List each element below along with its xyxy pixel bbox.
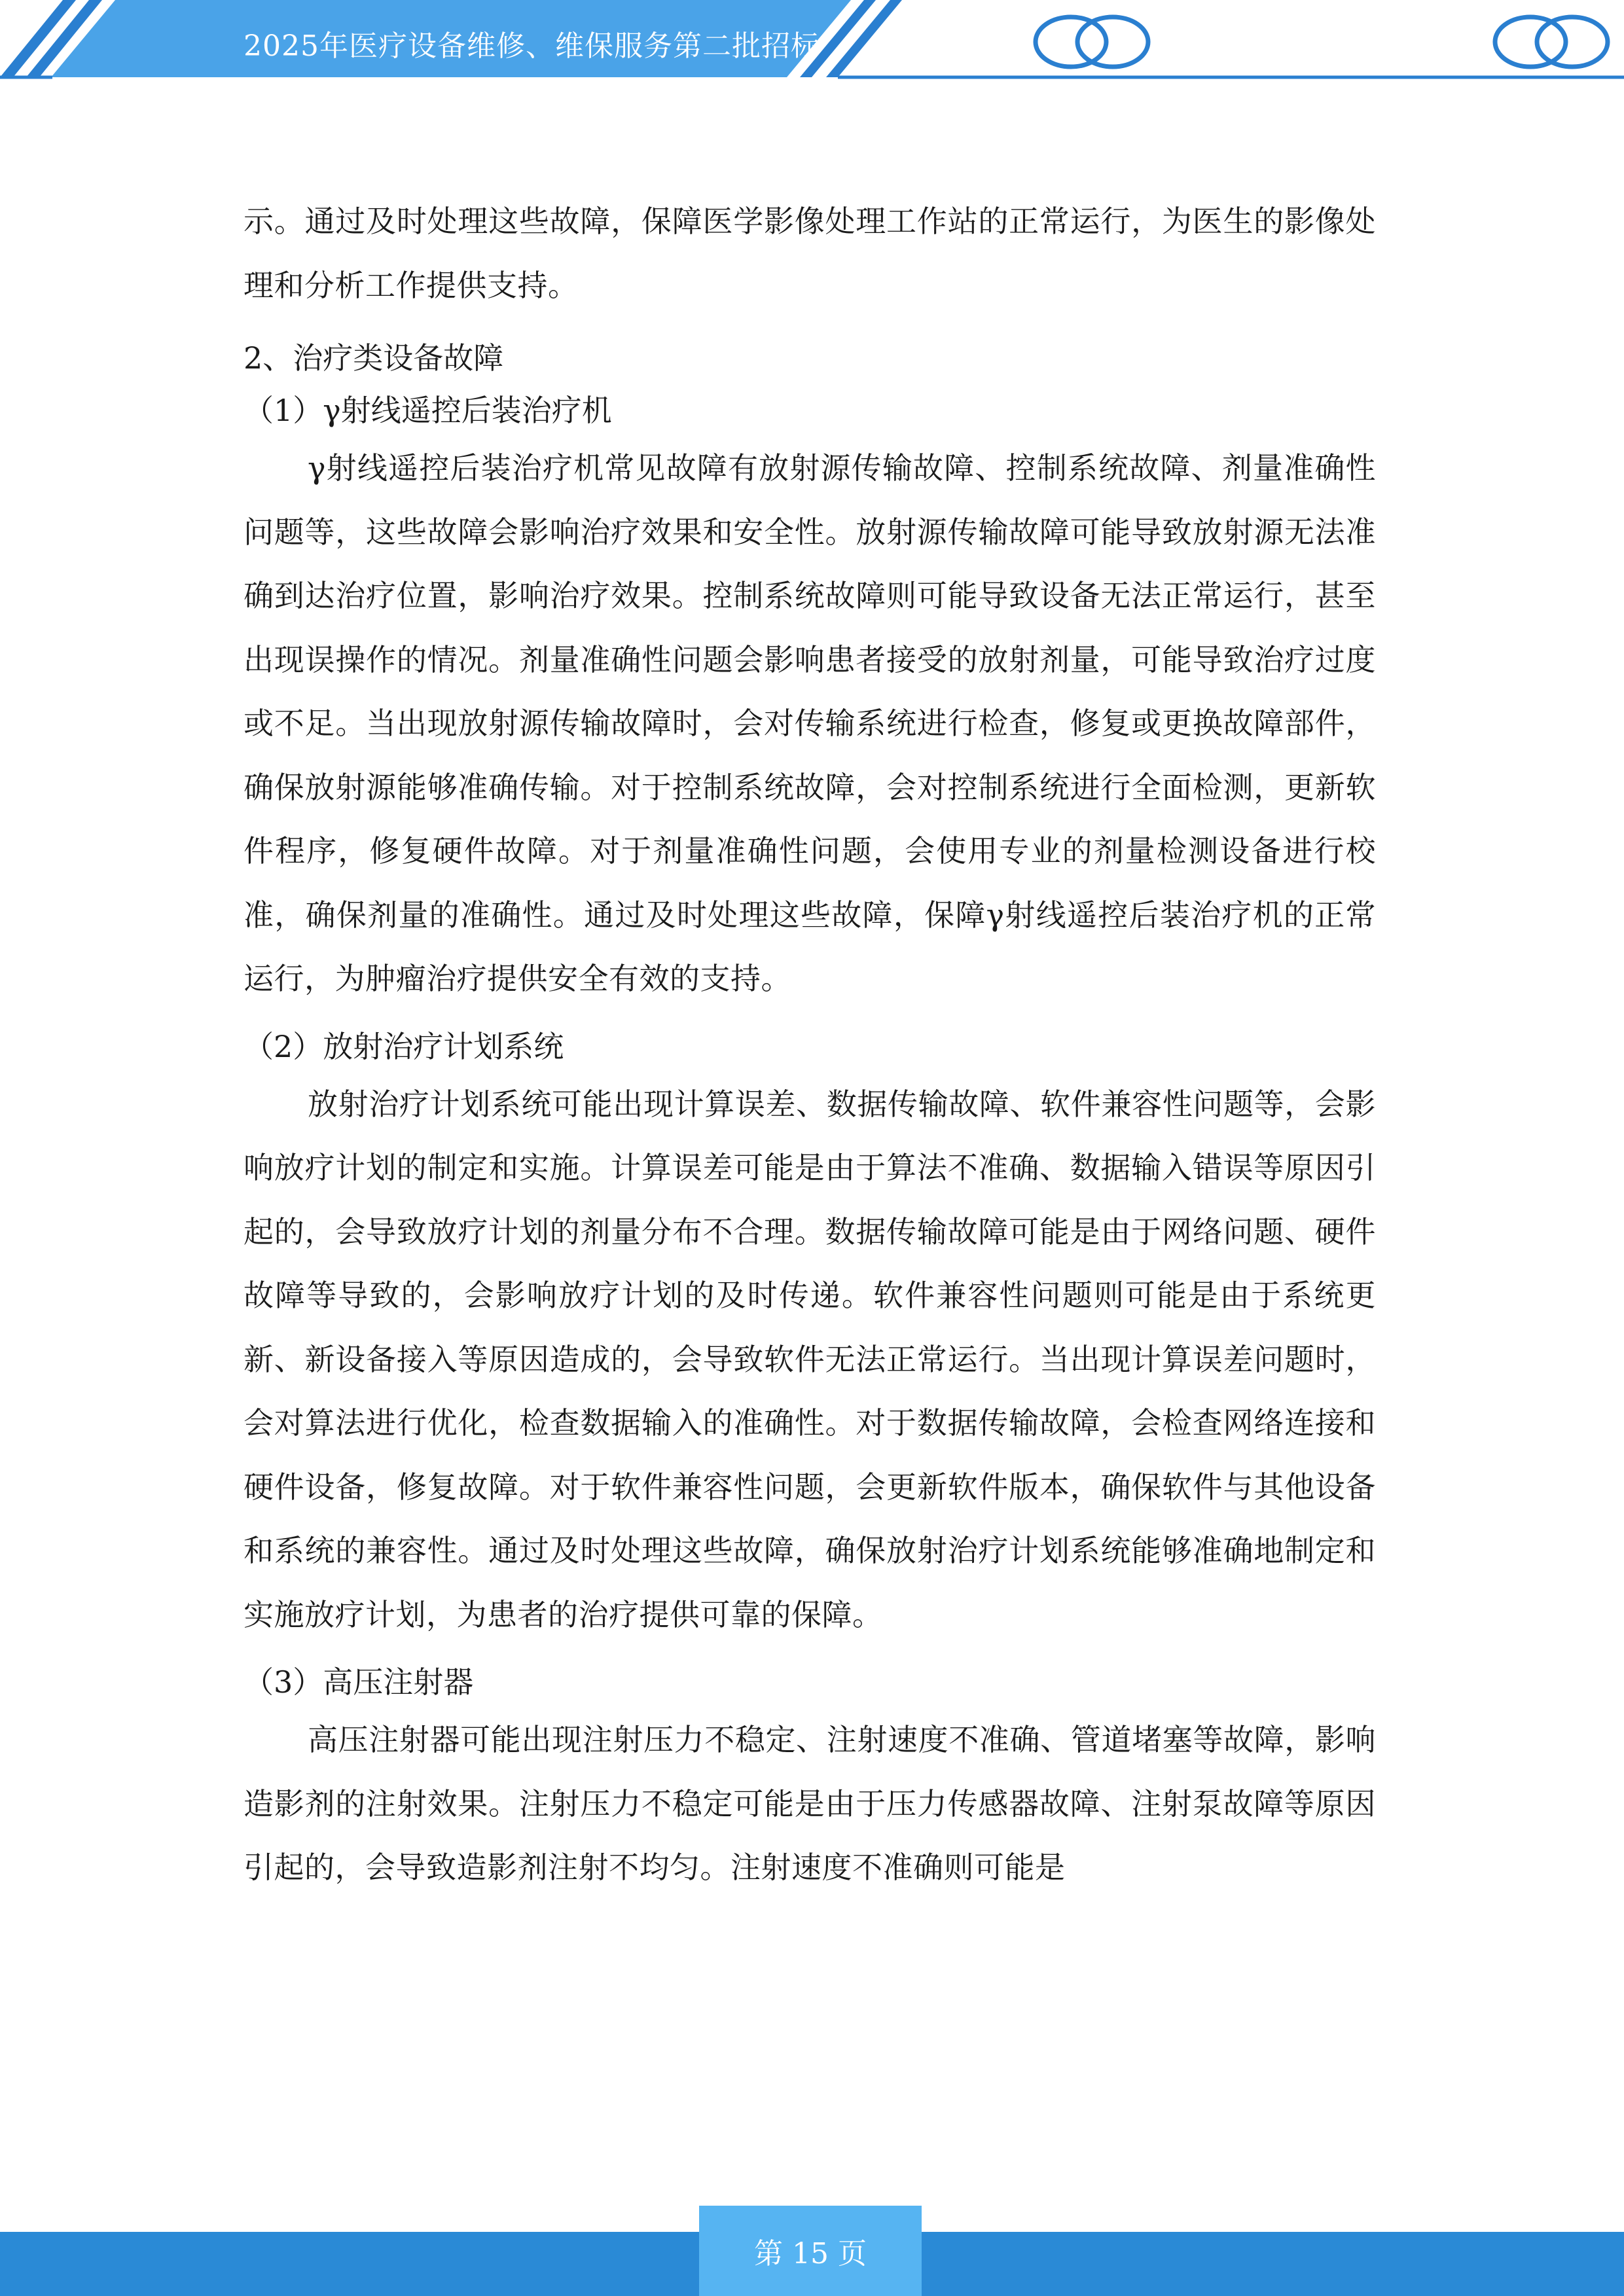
paragraph: 高压注射器可能出现注射压力不稳定、注射速度不准确、管道堵塞等故障，影响造影剂的注射效果。注射压力不稳定可能是由于压力传感器故障、注射泵故障等原因引起的，会导致造影剂注射不均匀。注射速度不准确则可能是 (244, 1722, 1376, 1885)
paragraph-continued: 示。通过及时处理这些故障，保障医学影像处理工作站的正常运行，为医生的影像处理和分析工作提供支持。 (244, 204, 1376, 303)
page-number: 第 15 页 (754, 2237, 867, 2270)
page-header (0, 0, 1624, 85)
paragraph: 放射治疗计划系统可能出现计算误差、数据传输故障、软件兼容性问题等，会影响放疗计划的制定和实施。计算误差可能是由于算法不准确、数据输入错误等原因引起的，会导致放疗计划的剂量分布不合理。数据传输故障可能是由于网络问题、硬件故障等导致的，会影响放疗计划的及时传递。软件兼容性问题则可能是由于系统更新、新设备接入等原因造成的，会导致软件无法正常运行。当出现计算误差问题时，会对算法进行优化，检查数据输入的准确性。对于数据传输故障，会检查网络连接和硬件设备，修复故障。对于软件兼容性问题，会更新软件版本，确保软件与其他设备和系统的兼容性。通过及时处理这些故障，确保放射治疗计划系统能够准确地制定和实施放疗计划，为患者的治疗提供可靠的保障。 (244, 1086, 1376, 1632)
page-number-tab (699, 2206, 922, 2296)
subsection-heading: （3）高压注射器 (244, 1664, 474, 1700)
subsection-heading: （2）放射治疗计划系统 (244, 1028, 564, 1064)
document-body (244, 190, 1376, 1900)
header-title: 2025年医疗设备维修、维保服务第二批招标 (244, 29, 820, 63)
section-heading: 2、治疗类设备故障 (244, 340, 504, 376)
paragraph: γ射线遥控后装治疗机常见故障有放射源传输故障、控制系统故障、剂量准确性问题等，这些故障会影响治疗效果和安全性。放射源传输故障可能导致放射源无法准确到达治疗位置，影响治疗效果。控制系统故障则可能导致设备无法正常运行，甚至出现误操作的情况。剂量准确性问题会影响患者接受的放射剂量，可能导致治疗过度或不足。当出现放射源传输故障时，会对传输系统进行检查，修复或更换故障部件，确保放射源能够准确传输。对于控制系统故障，会对控制系统进行全面检测，更新软件程序，修复硬件故障。对于剂量准确性问题，会使用专业的剂量检测设备进行校准，确保剂量的准确性。通过及时处理这些故障，保障γ射线遥控后装治疗机的正常运行，为肿瘤治疗提供安全有效的支持。 (244, 450, 1376, 996)
rings-logo-icon (1036, 17, 1148, 67)
subsection-heading: （1）γ射线遥控后装治疗机 (244, 393, 612, 428)
rings-logo-icon (1495, 17, 1608, 67)
